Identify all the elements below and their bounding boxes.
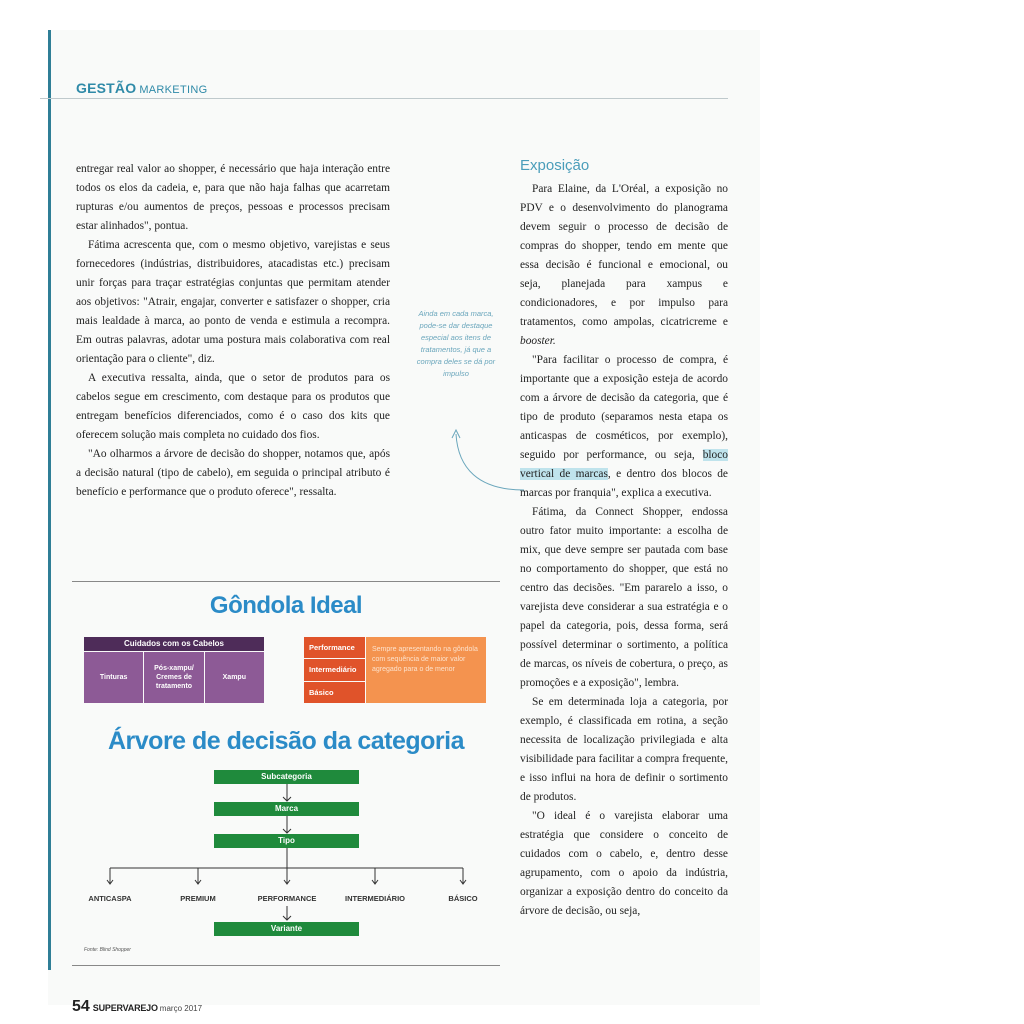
pullquote-arrow: [448, 428, 528, 498]
paragraph-text: "Para facilitar o processo de compra, é importante que a exposição esteja de acordo com a árvore de decisão da categoria, que é tipo de produto (separamos nesta etapa os anticaspas de cosméticos, por exemplo), seguido por performance, ou seja,: [520, 354, 728, 461]
leaf-premium: PREMIUM: [180, 894, 216, 903]
paragraph: Se em determinada loja a categoria, por exemplo, é classificada em rotina, a seção necessita de localização privilegiada e alta visibilidade para facilitar a compra frequente, e isso influi na hora de definir o sortimento de produtos.: [520, 696, 728, 803]
paragraph: entregar real valor ao shopper, é necessário que haja interação entre todos os elos da cadeia, e, para que não haja falhas que acarretam rupturas e/ou aumentos de preços, pessoas e processos precisam estar alinhados", pontua.: [76, 163, 390, 232]
node-subcategoria: Subcategoria: [214, 770, 359, 784]
page-number: 54: [72, 998, 90, 1015]
leaf-intermediario: INTERMEDIÁRIO: [345, 894, 405, 903]
cell-pos-xampu: Pós-xampu/ Cremes de tratamento: [144, 652, 203, 703]
paragraph: "Ao olharmos a árvore de decisão do shopper, notamos que, após a decisão natural (tipo de cabelo), em seguida o principal atributo é benefício e performance que o produto oferece", ressalta.: [76, 448, 390, 498]
level-performance: Performance: [304, 637, 365, 658]
leaf-performance: PERFORMANCE: [257, 894, 317, 903]
left-accent-rule: [48, 30, 51, 970]
magazine-name: SUPERVAREJO: [92, 1003, 158, 1013]
section-header: [76, 80, 207, 98]
right-column: [520, 180, 728, 921]
figure-bottom-rule: [72, 965, 500, 966]
node-tipo: Tipo: [214, 834, 359, 848]
figure-source: Fonte: Blind Shopper: [84, 947, 131, 953]
performance-levels: [304, 637, 365, 703]
leaf-anticaspa: ANTICASPA: [88, 894, 132, 903]
level-basico: Básico: [304, 682, 365, 703]
figure-top-rule: [72, 581, 500, 582]
performance-legend: [304, 637, 486, 703]
pullquote: Ainda em cada marca, pode-se dar destaque especial aos itens de tratamentos, já que a compra deles se dá por impulso: [416, 309, 496, 378]
section-label: GESTÃO: [76, 80, 137, 96]
node-variante: Variante: [214, 922, 359, 936]
header-rule: [40, 98, 728, 99]
cell-tinturas: Tinturas: [84, 652, 143, 703]
left-column: [76, 160, 390, 502]
paragraph: Fátima, da Connect Shopper, endossa outro fator muito importante: a escolha de mix, que deve sempre ser pautada com base no comportamento do shopper, que está no centro das decisões. "Em pararelo a isso, o varejista deve considerar a sua estratégia e o papel da categoria, pois, dessa forma, será possível determinar o sortimento, a política de marcas, os níveis de cobertura, o preço, as promoções e a exposição", lembra.: [520, 506, 728, 689]
paragraph: Fátima acrescenta que, com o mesmo objetivo, varejistas e seus fornecedores (indústrias, distribuidores, atacadistas etc.) precisam unir forças para traçar estratégias conjuntas que permitam atender aos objetivos: "Atrair, engajar, converter e satisfazer o shopper, cria mais lealdade à marca, ao ponto de venda e estimula a recompra. Em outras palavras, adotar uma postura mais colaborativa com real orientação para o cliente", diz.: [76, 239, 390, 365]
cell-xampu: Xampu: [205, 652, 264, 703]
highlighted-text: bloco vertical de marcas: [520, 449, 728, 480]
italic-term: booster.: [520, 335, 556, 347]
page-footer: [72, 998, 202, 1016]
leaf-basico: BÁSICO: [448, 894, 478, 903]
subheading-exposicao: Exposição: [520, 157, 590, 174]
level-intermediario: Intermediário: [304, 659, 365, 680]
tree-connectors: [72, 784, 500, 924]
paragraph: "O ideal é o varejista elaborar uma estratégia que considere o conceito de cuidados com o cabelo, e, dentro desse agrupamento, com o apoio da indústria, organizar a exposição dentro do conceito da árvore de decisão, ou seja,: [520, 810, 728, 917]
subsection-label: MARKETING: [139, 84, 208, 96]
paragraph: [520, 180, 728, 351]
paragraph-text: , e dentro dos blocos de marcas por franquia", explica a executiva.: [520, 468, 728, 499]
hair-care-cells: [84, 652, 264, 703]
paragraph-text: Para Elaine, da L'Oréal, a exposição no PDV e o desenvolvimento do planograma devem seguir o processo de decisão de compras do shopper, tendo em mente que essa decisão é funcional e emocional, ou seja, planejada para xampus e condicionadores, e por impulso para tratamentos, como ampolas, cicatricreme e: [520, 183, 728, 328]
paragraph: [520, 351, 728, 503]
paragraph: A executiva ressalta, ainda, que o setor de produtos para os cabelos segue em crescimento, com destaque para os produtos que entregam benefícios diferenciados, como é o caso dos kits que oferecem solução mais completa no cuidado dos fios.: [76, 372, 390, 441]
hair-care-header: Cuidados com os Cabelos: [84, 637, 264, 651]
node-marca: Marca: [214, 802, 359, 816]
figure-title-gondola: Gôndola Ideal: [209, 592, 363, 619]
performance-description: Sempre apresentando na gôndola com sequência de maior valor agregado para o de menor: [366, 637, 486, 703]
figure-title-arvore: Árvore de decisão da categoria: [108, 727, 464, 755]
issue-date: março 2017: [159, 1004, 203, 1013]
